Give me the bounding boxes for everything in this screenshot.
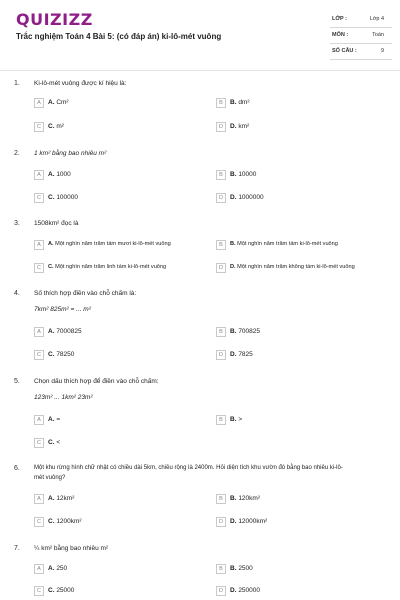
option-letter: B.	[230, 565, 237, 572]
quizizz-logo: QUIZIZZ	[16, 10, 93, 29]
option-letter: D.	[230, 518, 237, 525]
meta-row-subject	[330, 28, 392, 44]
question-text: Ki-lô-mét vuông được kí hiệu là:	[34, 80, 127, 87]
option-box: B	[216, 240, 226, 250]
option-box: C	[34, 122, 44, 132]
option-b[interactable]	[216, 415, 386, 427]
option-c[interactable]	[34, 438, 194, 450]
option-text: dm²	[238, 99, 250, 106]
option-a[interactable]	[34, 170, 194, 182]
option-text: m²	[56, 123, 64, 130]
option-c[interactable]	[34, 122, 194, 134]
option-box: A	[34, 240, 44, 250]
option-box: A	[34, 327, 44, 337]
option-b[interactable]	[216, 98, 386, 110]
option-box: D	[216, 350, 226, 360]
option-b[interactable]	[216, 327, 386, 339]
option-c[interactable]	[34, 193, 194, 205]
option-letter: C.	[48, 439, 55, 446]
question-number: 5.	[14, 378, 20, 385]
option-letter: C.	[48, 518, 55, 525]
option-box: D	[216, 586, 226, 596]
option-text: Một nghìn năm trăm không tám ki-lô-mét vuông	[237, 264, 355, 270]
option-box: B	[216, 327, 226, 337]
option-a[interactable]	[34, 564, 194, 576]
meta-value: Toán	[372, 32, 384, 38]
option-a[interactable]	[34, 494, 194, 506]
option-text: 250	[56, 565, 68, 572]
option-box: B	[216, 564, 226, 574]
option-a[interactable]	[34, 98, 194, 110]
option-letter: B.	[230, 171, 237, 178]
meta-key: SỐ CÂU :	[332, 48, 357, 54]
option-box: D	[216, 122, 226, 132]
question-text: ¼ km² bằng bao nhiêu m²	[34, 545, 109, 552]
question-number: 1.	[14, 80, 20, 87]
option-box: D	[216, 263, 226, 273]
option-letter: D.	[230, 351, 237, 358]
question-expression: 7km² 825m² = ... m²	[34, 306, 91, 313]
option-text: Một nghìn năm trăm tám mươi ki-lô-mét vuông	[55, 241, 171, 247]
option-text: <	[56, 439, 61, 446]
option-b[interactable]	[216, 494, 386, 506]
question-text-continued: mét vuông?	[34, 475, 66, 481]
option-text: 12km²	[56, 495, 75, 502]
option-text: 1000000	[238, 194, 264, 201]
option-letter: A.	[48, 565, 55, 572]
option-box: A	[34, 170, 44, 180]
option-box: A	[34, 494, 44, 504]
option-text: 7000825	[56, 328, 82, 335]
option-letter: A.	[48, 416, 55, 423]
option-letter: A.	[48, 171, 55, 178]
option-letter: A.	[48, 328, 55, 335]
option-box: A	[34, 415, 44, 425]
option-b[interactable]	[216, 564, 386, 576]
option-text: 7825	[238, 351, 253, 358]
option-letter: C.	[48, 351, 55, 358]
option-text: 700825	[238, 328, 261, 335]
question-number: 7.	[14, 545, 20, 552]
option-c[interactable]	[34, 263, 210, 275]
option-letter: A.	[48, 99, 55, 106]
question-number: 3.	[14, 220, 20, 227]
option-text: Một nghìn năm trăm tám ki-lô-mét vuông	[237, 241, 338, 247]
option-a[interactable]	[34, 327, 194, 339]
option-box: A	[34, 564, 44, 574]
option-text: 10000	[238, 171, 257, 178]
option-c[interactable]	[34, 586, 194, 598]
option-letter: C.	[48, 194, 55, 201]
question-number: 4.	[14, 290, 20, 297]
option-text: 78250	[56, 351, 75, 358]
meta-row-class	[330, 12, 392, 28]
option-text: 1200km²	[56, 518, 82, 525]
meta-value: 9	[380, 48, 384, 54]
option-letter: C.	[48, 587, 55, 594]
option-box: B	[216, 494, 226, 504]
worksheet-title: Trắc nghiệm Toán 4 Bài 5: (có đáp án) ki-lô-mét vuông	[16, 32, 222, 41]
option-box: C	[34, 586, 44, 596]
option-box: A	[34, 98, 44, 108]
option-letter: C.	[48, 123, 55, 130]
option-letter: D.	[230, 123, 237, 130]
option-d[interactable]	[216, 350, 386, 362]
option-letter: B.	[230, 328, 237, 335]
option-d[interactable]	[216, 586, 386, 598]
option-text: Cm²	[56, 99, 69, 106]
meta-value: Lớp 4	[369, 16, 384, 22]
option-text: 12000km²	[238, 518, 268, 525]
option-d[interactable]	[216, 122, 386, 134]
option-text: Một nghìn năm trăm linh tám ki-lô-mét vuông	[55, 264, 167, 270]
question-number: 6.	[14, 465, 20, 472]
meta-table	[330, 12, 392, 60]
option-d[interactable]	[216, 193, 386, 205]
header-divider	[0, 70, 400, 71]
option-d[interactable]	[216, 517, 386, 529]
option-b[interactable]	[216, 170, 386, 182]
option-text: 2500	[238, 565, 253, 572]
meta-row-count	[330, 44, 392, 60]
option-text: km²	[238, 123, 250, 130]
option-text: =	[56, 416, 61, 423]
option-box: C	[34, 438, 44, 448]
option-box: B	[216, 98, 226, 108]
option-box: D	[216, 517, 226, 527]
option-text: 1000	[56, 171, 71, 178]
option-letter: C.	[48, 264, 54, 270]
question-text: Một khu rừng hình chữ nhật có chiều dài 5km, chiều rộng là 2400m. Hỏi diện tích khu vườn đó bằng bao nhiêu ki-lô-	[34, 465, 343, 471]
option-c[interactable]	[34, 517, 194, 529]
question-text: Số thích hợp điền vào chỗ chấm là:	[34, 290, 137, 297]
question-text: 1 km² bằng bao nhiêu m²	[34, 150, 107, 157]
option-box: D	[216, 193, 226, 203]
option-box: C	[34, 263, 44, 273]
option-box: B	[216, 415, 226, 425]
option-box: C	[34, 350, 44, 360]
option-text: 100000	[56, 194, 79, 201]
option-c[interactable]	[34, 350, 194, 362]
option-letter: B.	[230, 241, 236, 247]
option-text: 250000	[238, 587, 261, 594]
meta-key: MÔN :	[332, 32, 349, 38]
option-letter: A.	[48, 495, 55, 502]
meta-key: LỚP :	[332, 16, 347, 22]
option-letter: B.	[230, 99, 237, 106]
option-box: C	[34, 517, 44, 527]
option-a[interactable]	[34, 240, 210, 252]
option-letter: B.	[230, 495, 237, 502]
question-text: 1508km² đọc là	[34, 220, 79, 227]
question-expression: 123m² ... 1km² 23m²	[34, 394, 93, 401]
option-letter: B.	[230, 416, 237, 423]
option-letter: D.	[230, 587, 237, 594]
option-text: 25000	[56, 587, 75, 594]
option-letter: A.	[48, 241, 54, 247]
question-text: Chọn dấu thích hợp để điền vào chỗ chấm:	[34, 378, 159, 385]
option-b[interactable]	[216, 240, 392, 252]
option-letter: D.	[230, 264, 236, 270]
option-box: C	[34, 193, 44, 203]
option-box: B	[216, 170, 226, 180]
question-number: 2.	[14, 150, 20, 157]
worksheet-header	[0, 0, 400, 72]
option-a[interactable]	[34, 415, 194, 427]
option-text: 120km²	[238, 495, 260, 502]
option-d[interactable]	[216, 263, 396, 275]
option-text: >	[238, 416, 243, 423]
option-letter: D.	[230, 194, 237, 201]
